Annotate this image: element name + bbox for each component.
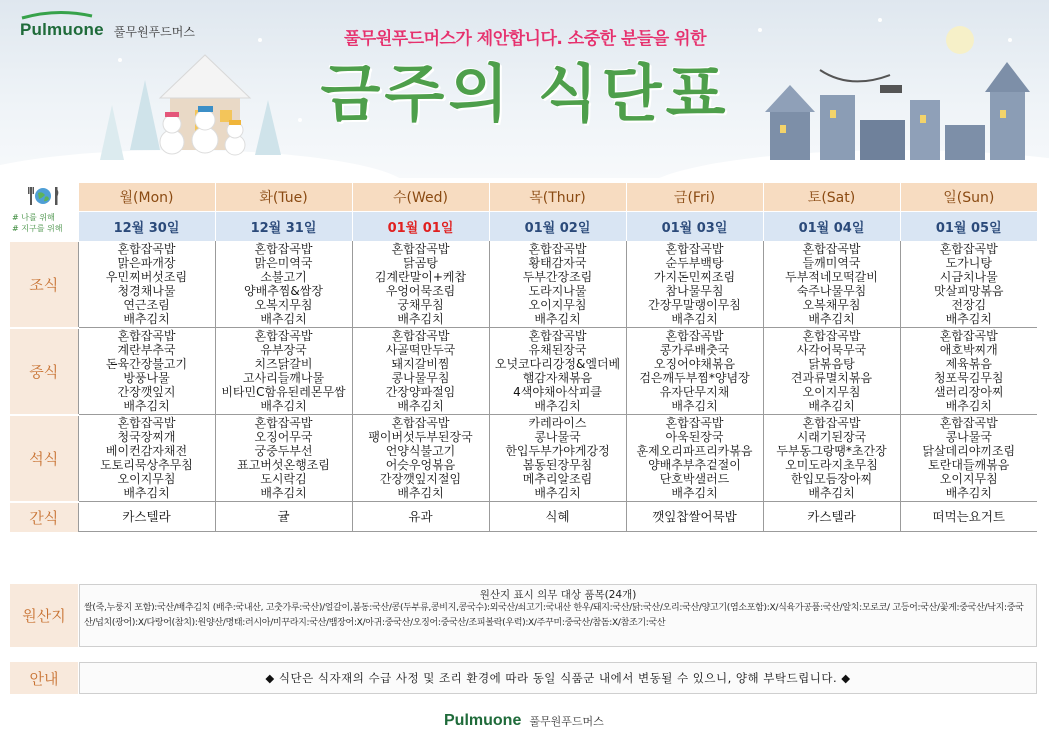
dish-item: 도가니탕	[945, 256, 992, 270]
dish-item: 봄동된장무침	[522, 458, 593, 472]
snack-cell: 귤	[215, 502, 352, 532]
dish-item: 오넛코다리강정&엘더베	[494, 357, 621, 371]
menu-cell	[900, 415, 1037, 502]
menu-cell	[763, 328, 900, 415]
dish-item: 양배추찜&쌈장	[244, 284, 323, 298]
menu-cell	[352, 415, 489, 502]
dish-item: 오미도라지초무침	[785, 458, 878, 472]
dish-item: 혼합잡곡밥	[665, 329, 724, 343]
dish-item: 가지돈민찌조림	[653, 270, 736, 284]
dish-item: 두부적네모떡갈비	[785, 270, 878, 284]
dish-item: 순두부백탕	[665, 256, 724, 270]
dish-item: 청포묵김무침	[933, 371, 1004, 385]
dish-item: 메추리알조림	[522, 472, 593, 486]
dish-item: 혼합잡곡밥	[391, 242, 450, 256]
dish-item: 혼합잡곡밥	[391, 416, 450, 430]
day-header: 월(Mon)	[78, 183, 215, 211]
dish-item: 오징어야채볶음	[653, 357, 736, 371]
dish-item: 혼합잡곡밥	[802, 242, 861, 256]
menu-cell	[78, 241, 215, 328]
snack-cell: 카스텔라	[78, 502, 215, 532]
dish-item: 청경채나물	[117, 284, 176, 298]
dish-item: 혼합잡곡밥	[665, 242, 724, 256]
banner-subtitle: 풀무원푸드머스가 제안합니다. 소중한 분들을 위한	[344, 29, 706, 49]
dish-item: 혼합잡곡밥	[802, 329, 861, 343]
dish-item: 시래기된장국	[796, 430, 867, 444]
dish-item: 우민찌버섯조림	[105, 270, 188, 284]
dish-item: 궁중두부선	[254, 444, 313, 458]
snack-cell: 유과	[352, 502, 489, 532]
dish-item: 혼합잡곡밥	[254, 329, 313, 343]
dish-item: 배추김치	[534, 486, 581, 500]
brand-logo-text: Pulmuone	[20, 20, 104, 39]
dish-item: 계란부추국	[117, 343, 176, 357]
snack-cell: 카스텔라	[763, 502, 900, 532]
dish-item: 궁채무침	[397, 298, 444, 312]
dish-item: 어슷우엉볶음	[385, 458, 456, 472]
dish-item: 사각어묵무국	[796, 343, 867, 357]
day-header: 목(Thur)	[489, 183, 626, 211]
meal-row-dinner	[10, 415, 1037, 502]
dish-item: 배추김치	[671, 399, 718, 413]
dish-item: 배추김치	[123, 486, 170, 500]
dish-item: 들깨미역국	[802, 256, 861, 270]
dish-item: 혼합잡곡밥	[939, 416, 998, 430]
dish-item: 배추김치	[671, 486, 718, 500]
dish-item: 간장양파절임	[385, 385, 456, 399]
dish-item: 두부동그랑땡*초간장	[776, 444, 887, 458]
date-cell: 01월 04일	[763, 211, 900, 241]
menu-cell	[78, 328, 215, 415]
corner-badge	[10, 183, 78, 241]
dish-item: 혼합잡곡밥	[117, 329, 176, 343]
brand-name-kr: 풀무원푸드머스	[113, 24, 195, 39]
dish-item: 배추김치	[123, 399, 170, 413]
menu-cell	[763, 241, 900, 328]
dish-item: 참나물무침	[665, 284, 724, 298]
dish-item: 제육볶음	[945, 357, 992, 371]
menu-cell	[489, 415, 626, 502]
dish-item: 오이지무침	[528, 298, 587, 312]
dish-item: 방풍나물	[123, 371, 170, 385]
day-header: 화(Tue)	[215, 183, 352, 211]
footer-logo-text: Pulmuone	[444, 712, 522, 729]
menu-cell	[900, 241, 1037, 328]
menu-cell	[489, 328, 626, 415]
dish-item: 숙주나물무침	[796, 284, 867, 298]
dish-item: 닭볶음탕	[808, 357, 855, 371]
dish-item: 김계란말이+케찹	[374, 270, 467, 284]
dish-item: 돈육간장불고기	[105, 357, 188, 371]
dish-item: 카레라이스	[528, 416, 587, 430]
dish-item: 오이지무침	[802, 385, 861, 399]
dish-item: 배추김치	[260, 486, 307, 500]
dish-item: 오이지무침	[117, 472, 176, 486]
dish-item: 배추김치	[808, 312, 855, 326]
dish-item: 배추김치	[945, 486, 992, 500]
dish-item: 간장깻잎지	[117, 385, 176, 399]
day-header: 토(Sat)	[763, 183, 900, 211]
dish-item: 비타민C함유된레몬무쌈	[221, 385, 346, 399]
dish-item: 닭곰탕	[403, 256, 438, 270]
dish-item: 혼합잡곡밥	[117, 416, 176, 430]
dish-item: 배추김치	[808, 399, 855, 413]
day-header: 수(Wed)	[352, 183, 489, 211]
meal-row-breakfast	[10, 241, 1037, 328]
dish-item: 배추김치	[534, 399, 581, 413]
dish-item: 콩나물국	[534, 430, 581, 444]
dish-item: 연근조림	[123, 298, 170, 312]
dish-item: 팽이버섯두부된장국	[368, 430, 473, 444]
dish-item: 배추김치	[260, 312, 307, 326]
dish-item: 햄감자채볶음	[522, 371, 593, 385]
dish-item: 배추김치	[808, 486, 855, 500]
menu-cell	[900, 328, 1037, 415]
origin-label: 원산지	[10, 584, 78, 647]
dish-item: 콩가루배춧국	[659, 343, 730, 357]
pulmuone-swoosh-icon	[20, 10, 94, 20]
dish-item: 한입두부가야게강정	[505, 444, 610, 458]
date-row	[10, 211, 1037, 241]
dish-item: 치즈닭갈비	[254, 357, 313, 371]
meal-label-lunch: 중식	[10, 328, 78, 415]
dish-item: 도토리묵상추무침	[100, 458, 193, 472]
menu-cell	[215, 241, 352, 328]
dish-item: 닭살데리야끼조림	[922, 444, 1016, 458]
date-cell-holiday: 01월 01일	[352, 211, 489, 241]
footer-brand-name-kr: 풀무원푸드머스	[529, 715, 604, 728]
date-cell: 12월 30일	[78, 211, 215, 241]
dish-item: 배추김치	[945, 399, 992, 413]
dish-item: 맛살피망볶음	[933, 284, 1004, 298]
meal-row-lunch	[10, 328, 1037, 415]
dish-item: 오복채무침	[802, 298, 861, 312]
notice-text: ◆ 식단은 식자재의 수급 사정 및 조리 환경에 따라 동일 식품군 내에서 변동될 수 있으니, 양해 부탁드립니다. ◆	[265, 671, 851, 685]
menu-cell	[352, 328, 489, 415]
dish-item: 4색야채아삭피클	[513, 385, 602, 399]
fork-globe-knife-icon	[18, 185, 68, 207]
dish-item: 청국장찌개	[117, 430, 176, 444]
dish-item: 언양식불고기	[385, 444, 456, 458]
dish-item: 혼합잡곡밥	[802, 416, 861, 430]
dish-item: 맑은파개장	[117, 256, 176, 270]
dish-item: 유채된장국	[528, 343, 587, 357]
dish-item: 맑은미역국	[254, 256, 313, 270]
date-cell: 01월 03일	[626, 211, 763, 241]
snack-cell: 식혜	[489, 502, 626, 532]
dish-item: 베이컨감자채전	[105, 444, 188, 458]
day-header: 금(Fri)	[626, 183, 763, 211]
dish-item: 양배추부추겉절이	[648, 458, 741, 472]
dish-item: 검은깨두부찜*양념장	[639, 371, 750, 385]
dish-item: 배추김치	[397, 312, 444, 326]
menu-cell	[489, 241, 626, 328]
footer-brand-logo	[444, 712, 604, 730]
dish-item: 혼합잡곡밥	[254, 242, 313, 256]
dish-item: 오이지무침	[939, 472, 998, 486]
dish-item: 토란대들깨볶음	[928, 458, 1010, 472]
menu-cell	[352, 241, 489, 328]
dish-item: 도라지나물	[528, 284, 587, 298]
menu-cell	[626, 241, 763, 328]
dish-item: 혼합잡곡밥	[528, 242, 587, 256]
dish-item: 유부장국	[260, 343, 307, 357]
dish-item: 오징어무국	[254, 430, 313, 444]
day-header: 일(Sun)	[900, 183, 1037, 211]
menu-cell	[215, 328, 352, 415]
dish-item: 도시락김	[260, 472, 307, 486]
dish-item: 간장깻잎지절임	[379, 472, 462, 486]
dish-item: 콩나물국	[945, 430, 992, 444]
dish-item: 배추김치	[671, 312, 718, 326]
dish-item: 훈제오리파프리카볶음	[636, 444, 753, 458]
menu-cell	[626, 415, 763, 502]
dish-item: 혼합잡곡밥	[939, 329, 998, 343]
dish-item: 황태감자국	[528, 256, 587, 270]
dish-item: 배추김치	[534, 312, 581, 326]
dish-item: 혼합잡곡밥	[117, 242, 176, 256]
dish-item: 혼합잡곡밥	[665, 416, 724, 430]
origin-text: 쌀(죽,누룽지 포함):국산/배추김치 (배추:국내산, 고춧가루:국산)/얼갈이,봄동:국산/콩(두부류,콩비지,콩국수):외국산/쇠고기:국내산 한우/돼지:국산/닭:국산/오리:국산/양고기(염소포함):X/식육가공품:국산/알치:모로코/ 고등어:국산/꽃게:중국산/낙지:중국산/넙치(광어):X/다랑어(참치):원양산/명태:러시아/미꾸라지:국산/뱀장어:X/아귀:중국산/오징어:중국산/조피볼락(우럭):X/주꾸미:중국산/참돔:X/참조기:국산	[84, 603, 1024, 628]
dish-item: 배추김치	[123, 312, 170, 326]
brand-logo	[20, 14, 195, 40]
meal-label-dinner: 석식	[10, 415, 78, 502]
snack-cell: 깻잎찹쌀어묵밥	[626, 502, 763, 532]
menu-cell	[78, 415, 215, 502]
dish-item: 혼합잡곡밥	[528, 329, 587, 343]
origin-info-box	[79, 584, 1037, 647]
dish-item: 전장김	[951, 298, 987, 312]
dish-item: 견과류멸치볶음	[790, 371, 873, 385]
dish-item: 오복지무침	[254, 298, 313, 312]
corner-slogan-1: # 나를 위해	[12, 213, 55, 222]
dish-item: 소불고기	[260, 270, 307, 284]
snack-cell: 떠먹는요거트	[900, 502, 1037, 532]
dish-item: 고사리들깨나물	[242, 371, 325, 385]
dish-item: 시금치나물	[939, 270, 998, 284]
dish-item: 간장무말랭이무침	[648, 298, 741, 312]
dish-item: 배추김치	[945, 312, 992, 326]
date-cell: 01월 05일	[900, 211, 1037, 241]
day-header-row	[10, 183, 1037, 211]
dish-item: 샐러리장아찌	[933, 385, 1004, 399]
dish-item: 돼지갈비찜	[391, 357, 450, 371]
dish-item: 콩나물무침	[391, 371, 450, 385]
date-cell: 01월 02일	[489, 211, 626, 241]
menu-cell	[626, 328, 763, 415]
dish-item: 단호박샐러드	[659, 472, 730, 486]
dish-item: 배추김치	[397, 399, 444, 413]
dish-item: 혼합잡곡밥	[391, 329, 450, 343]
dish-item: 배추김치	[260, 399, 307, 413]
menu-cell	[215, 415, 352, 502]
dish-item: 혼합잡곡밥	[939, 242, 998, 256]
dish-item: 애호박찌개	[939, 343, 998, 357]
weekly-menu-table	[10, 183, 1037, 532]
dish-item: 한입모듬장아찌	[790, 472, 873, 486]
dish-item: 두부간장조림	[522, 270, 593, 284]
notice-box	[79, 662, 1037, 694]
dish-item: 배추김치	[397, 486, 444, 500]
notice-label: 안내	[10, 662, 78, 694]
meal-row-snack	[10, 502, 1037, 532]
meal-label-breakfast: 조식	[10, 241, 78, 328]
menu-cell	[763, 415, 900, 502]
corner-slogan-2: # 지구를 위해	[12, 224, 63, 233]
header-banner	[0, 0, 1049, 178]
dish-item: 아욱된장국	[665, 430, 724, 444]
dish-item: 사골떡만두국	[385, 343, 456, 357]
dish-item: 혼합잡곡밥	[254, 416, 313, 430]
date-cell: 12월 31일	[215, 211, 352, 241]
dish-item: 표고버섯온행조림	[237, 458, 330, 472]
page-title: 금주의 식단표	[320, 57, 730, 130]
origin-title: 원산지 표시 의무 대상 품목(24개)	[479, 589, 637, 601]
meal-label-snack: 간식	[10, 502, 78, 532]
dish-item: 우엉어묵조림	[385, 284, 456, 298]
dish-item: 유자단무지채	[659, 385, 730, 399]
